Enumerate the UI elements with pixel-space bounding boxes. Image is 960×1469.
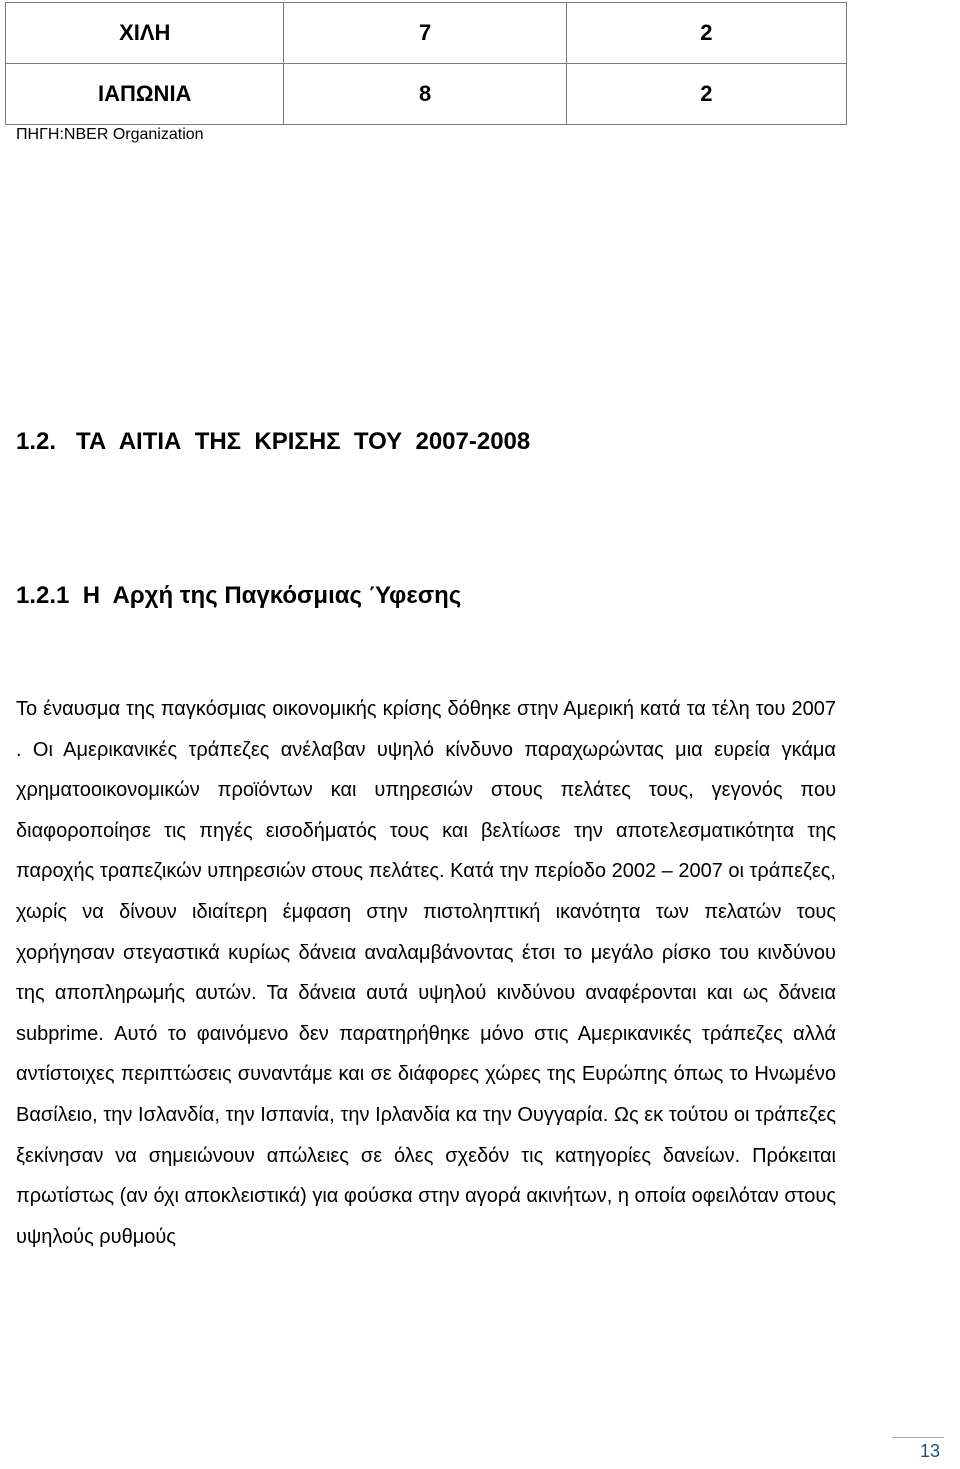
table-cell-value: 8: [284, 64, 566, 125]
table-cell-country: ΧΙΛΗ: [6, 3, 284, 64]
table-cell-value: 2: [566, 64, 846, 125]
subsection-heading: 1.2.1 Η Αρχή της Παγκόσμιας Ύφεσης: [16, 582, 462, 609]
body-paragraph: Το έναυσμα της παγκόσμιας οικονομικής κρίσης δόθηκε στην Αμερική κατά τα τέλη του 2007 . Οι Αμερικανικές τράπεζες ανέλαβαν υψηλό κίνδυνο παραχωρώντας μια ευρεία γκάμα χρηματοοικονομικών προϊόντων και υπηρεσιών στους πελάτες τους, γεγονός που διαφοροποίησε τις πηγές εισοδήματός τους και βελτίωσε την αποτελεσματικότητα της παροχής τραπεζικών υπηρεσιών στους πελάτες. Κατά την περίοδο 2002 – 2007 οι τράπεζες, χωρίς να δίνουν ιδιαίτερη έμφαση στην πιστοληπτική ικανότητα των πελατών τους χορήγησαν στεγαστικά κυρίως δάνεια αναλαμβάνοντας έτσι το μεγάλο ρίσκο του κινδύνου της αποπληρωμής αυτών. Τα δάνεια αυτά υψηλού κινδύνου αναφέρονται και ως δάνεια subprime. Αυτό το φαινόμενο δεν παρατηρήθηκε μόνο στις Αμερικανικές τράπεζες αλλά αντίστοιχες περιπτώσεις συναντάμε και σε διάφορες χώρες της Ευρώπης όπως το Ηνωμένο Βασίλειο, την Ισλανδία, την Ισπανία, την Ιρλανδία κα την Ουγγαρία. Ως εκ τούτου οι τράπεζες ξεκίνησαν να σημειώνουν απώλειες σε όλες σχεδόν τις κατηγορίες δανείων. Πρόκειται πρωτίστως (αν όχι αποκλειστικά) για φούσκα στην αγορά ακινήτων, η οποία οφειλόταν στους υψηλούς ρυθμούς: [16, 698, 836, 1248]
table-source-note: ΠΗΓΗ:NBER Organization: [16, 126, 204, 143]
table-cell-value: 2: [566, 3, 846, 64]
data-table: [5, 2, 847, 125]
table-cell-value: 7: [284, 3, 566, 64]
page-number: 13: [919, 1441, 940, 1461]
table-cell-country: ΙΑΠΩΝΙΑ: [6, 64, 284, 125]
table-row: [6, 64, 847, 125]
section-heading: 1.2. ΤΑ ΑΙΤΙΑ ΤΗΣ ΚΡΙΣΗΣ ΤΟΥ 2007-2008: [16, 428, 531, 455]
table-row: [6, 3, 847, 64]
footer-divider: [892, 1437, 944, 1438]
